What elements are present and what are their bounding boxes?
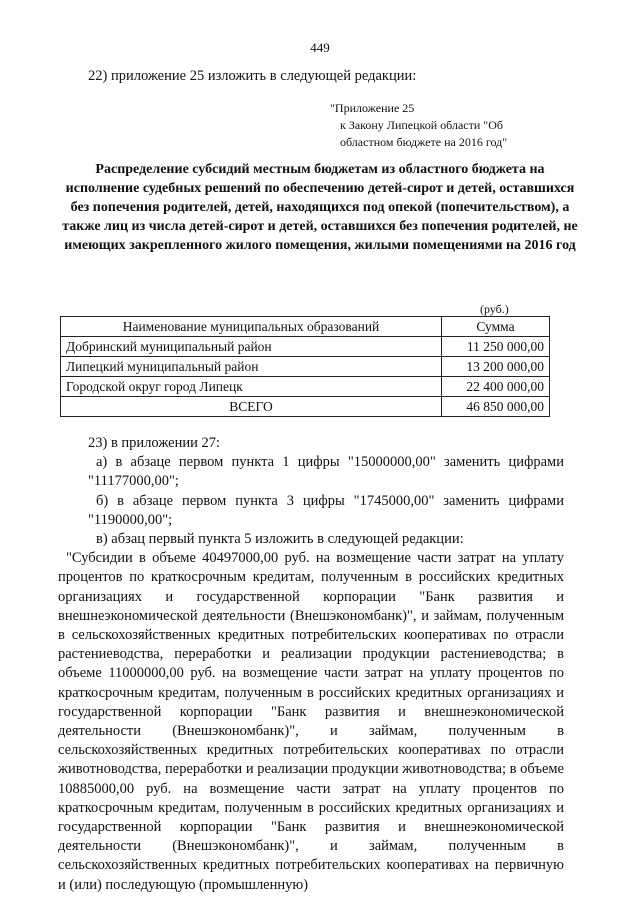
row-amount: 22 400 000,00 — [442, 377, 550, 397]
total-amount: 46 850 000,00 — [442, 397, 550, 417]
row-name: Городской округ город Липецк — [61, 377, 442, 397]
body-text — [58, 434, 564, 895]
table-row — [61, 377, 550, 397]
item-22-heading: 22) приложение 25 изложить в следующей редакции: — [88, 68, 417, 84]
units-label: (руб.) — [480, 302, 509, 316]
table-header-row — [61, 317, 550, 337]
appendix-note-line-1: "Приложение 25 — [330, 101, 415, 115]
column-header-amount: Сумма — [442, 317, 550, 337]
appendix-note — [330, 100, 507, 151]
table-total-row — [61, 397, 550, 417]
item-23-heading: 23) в приложении 27: — [88, 435, 221, 451]
row-amount: 13 200 000,00 — [442, 357, 550, 377]
table-row — [61, 337, 550, 357]
row-amount: 11 250 000,00 — [442, 337, 550, 357]
row-name: Добринский муниципальный район — [61, 337, 442, 357]
total-label: ВСЕГО — [61, 397, 442, 417]
table-row — [61, 357, 550, 377]
appendix-note-line-2: к Закону Липецкой области "Об — [340, 118, 503, 132]
subsidy-table — [60, 316, 550, 417]
subitem-c: в) абзац первый пункта 5 изложить в следующей редакции: — [96, 531, 464, 548]
subitem-a: а) в абзаце первом пункта 1 цифры "15000000,00" заменить цифрами "11177000,00"; — [88, 454, 564, 490]
subsidy-paragraph: "Субсидии в объеме 40497000,00 руб. на возмещение части затрат на уплату процентов по краткосрочным кредитам, полученным в российских кредитных организациях и государственной корпорации "Банк развития и внешнеэкономической деятельности (Внешэкономбанк)", и займам, полученным в сельскохозяйственных кредитных потребительских кооперативах по отрасли растениеводства, переработки и реализации продукции растениеводства; в объеме 11000000,00 руб. на возмещение части затрат на уплату процентов по краткосрочным кредитам, полученным в российских кредитных организациях и государственной корпорации "Банк развития и внешнеэкономической деятельности (Внешэкономбанк)", и займам, полученным в сельскохозяйственных кредитных потребительских кооперативах по отрасли животноводства, переработки и реализации продукции животноводства; в объеме 10885000,00 руб. на возмещение части затрат на уплату процентов по краткосрочным кредитам, полученным в российских кредитных организациях и государственной корпорации "Банк развития и внешнеэкономической деятельности (Внешэкономбанк)", и займам, полученным в сельскохозяйственных кредитных потребительских кооперативах на первичную и (или) последующую (промышленную) — [58, 550, 564, 893]
appendix-note-line-3: областном бюджете на 2016 год" — [340, 135, 508, 149]
row-name: Липецкий муниципальный район — [61, 357, 442, 377]
page-number: 449 — [310, 40, 330, 55]
document-title: Распределение субсидий местным бюджетам из областного бюджета на исполнение судебных решений по обеспечению детей-сирот и детей, оставшихся без попечения родителей, детей, находящихся под опекой (попечительством), а также лиц из числа детей-сирот и детей, оставшихся без попечения родителей, не имеющих закрепленного жилого помещения, жилыми помещениями на 2016 год — [62, 162, 578, 253]
subitem-b: б) в абзаце первом пункта 3 цифры "1745000,00" заменить цифрами "1190000,00"; — [88, 492, 564, 528]
column-header-municipality: Наименование муниципальных образований — [61, 317, 442, 337]
